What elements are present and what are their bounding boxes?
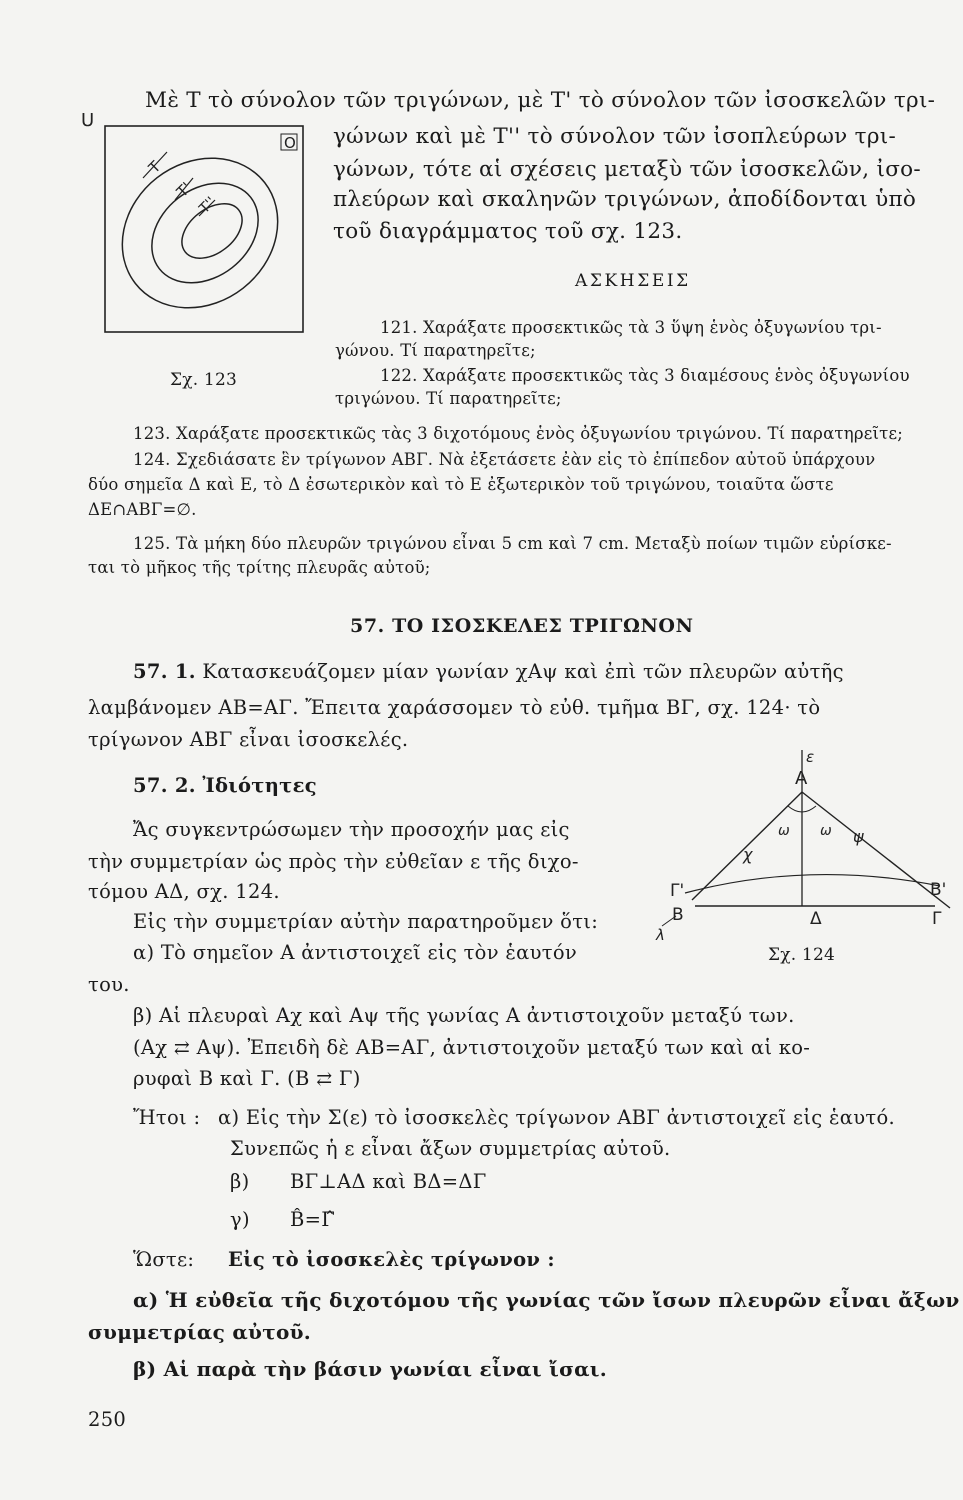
conclusion-line-3: β) Αἱ παρὰ τὴν βάσιν γωνίαι εἶναι ἴσαι. — [133, 1357, 608, 1381]
exercise-124-line-3: ΔΕ∩ΑΒΓ=∅. — [88, 500, 197, 519]
exercise-122-line-1: 122. Χαράξατε προσεκτικῶς τὰς 3 διαμέσους ἑνὸς ὀξυγωνίου — [380, 366, 910, 385]
p572-title: Ἰδιότητες — [202, 774, 317, 797]
venn-set-t-prime — [132, 163, 278, 304]
venn-label-o: O — [284, 134, 296, 152]
p572-line-11: Συνεπῶς ἡ ε εἶναι ἄξων συμμετρίας αὐτοῦ. — [230, 1137, 671, 1160]
label-a: Α — [795, 768, 808, 789]
conclusion-line-2: συμμετρίας αὐτοῦ. — [88, 1320, 312, 1344]
page-number: 250 — [88, 1408, 127, 1431]
exercise-124-line-2: δύο σημεῖα Δ καὶ Ε, τὸ Δ ἐσωτερικὸν καὶ τὸ Ε ἐξωτερικὸν τοῦ τριγώνου, τοιαῦτα ὥστε — [88, 475, 834, 494]
p572-number: 57. 2. — [133, 774, 196, 797]
exercise-124-line-1: 124. Σχεδιάσατε ἓν τρίγωνον ΑΒΓ. Νὰ ἐξετάσετε ἐὰν εἰς τὸ ἐπίπεδον αὐτοῦ ὑπάρχουν — [133, 450, 876, 469]
label-chi: χ — [743, 845, 753, 864]
p572-line-3: τόμου ΑΔ, σχ. 124. — [88, 880, 280, 903]
p571-line-1 — [133, 660, 844, 683]
p572-line-10b: α) Εἰς τὴν Σ(ε) τὸ ἰσοσκελὲς τρίγωνον ΑΒΓ ἀντιστοιχεῖ εἰς ἑαυτό. — [218, 1106, 895, 1129]
intro-line-3: γώνων, τότε αἱ σχέσεις μεταξὺ τῶν ἰσοσκελῶν, ἰσο- — [333, 157, 921, 182]
venn-set-t — [92, 127, 307, 338]
label-omega-right: ω — [820, 823, 832, 839]
p572-line-9a: ρυφαὶ Β καὶ Γ. (Β — [133, 1067, 310, 1090]
figure-124-caption: Σχ. 124 — [768, 945, 835, 965]
p572-line-12a: β) — [230, 1170, 250, 1193]
ray-a-psi — [802, 792, 950, 908]
intro-line-4: πλεύρων καὶ σκαληνῶν τριγώνων, ἀποδίδονται ὑπὸ — [333, 187, 917, 212]
label-b-prime: Β' — [930, 880, 947, 900]
p572-line-13b: B̂=Γ̂ — [290, 1208, 336, 1231]
exercise-121-line-1: 121. Χαράξατε προσεκτικῶς τὰ 3 ὕψη ἑνὸς ὀξυγωνίου τρι- — [380, 318, 882, 337]
p572-line-8a: (Αχ — [133, 1036, 168, 1059]
isosceles-triangle-figure-124 — [640, 740, 963, 975]
p571-line-3: τρίγωνον ΑΒΓ εἶναι ἰσοσκελές. — [88, 728, 409, 751]
intro-line-5: τοῦ διαγράμματος τοῦ σχ. 123. — [333, 219, 683, 244]
reversible-arrows-icon: ⇄ — [316, 1068, 333, 1090]
venn-universe-rect — [105, 126, 303, 332]
exercise-125-line-1: 125. Τὰ μήκη δύο πλευρῶν τριγώνου εἶναι 5 cm καὶ 7 cm. Μεταξὺ ποίων τιμῶν εὑρίσκε- — [133, 534, 892, 553]
venn-label-t-double-prime: T'' — [196, 194, 220, 217]
p572-line-7: β) Αἱ πλευραὶ Αχ καὶ Αψ τῆς γωνίας Α ἀντιστοιχοῦν μεταξύ των. — [133, 1004, 795, 1027]
venn-label-t-prime: T' — [173, 178, 196, 201]
p572-line-8b: Αψ). Ἐπειδὴ δὲ ΑΒ=ΑΓ, ἀντιστοιχοῦν μεταξύ των καὶ αἱ κο- — [196, 1036, 811, 1059]
exercise-123: 123. Χαράξατε προσεκτικῶς τὰς 3 διχοτόμους ἑνὸς ὀξυγωνίου τριγώνου. Τί παρατηρεῖτε; — [133, 424, 903, 443]
p572-line-8 — [133, 1036, 810, 1059]
p572-line-9b: Γ) — [338, 1067, 361, 1090]
exercises-title: ΑΣΚΗΣΕΙΣ — [575, 271, 691, 291]
exercise-125-line-2: ται τὸ μῆκος τῆς τρίτης πλευρᾶς αὐτοῦ; — [88, 558, 431, 577]
arc-bg — [685, 875, 940, 893]
p571-text-1: Κατασκευάζομεν μίαν γωνίαν χΑψ καὶ ἐπὶ τῶν πλευρῶν αὐτῆς — [202, 660, 844, 683]
label-psi: ψ — [853, 827, 864, 846]
reversible-arrows-icon: ⇄ — [173, 1037, 191, 1059]
p571-number: 57. 1. — [133, 660, 196, 683]
exercise-122-line-2: τριγώνου. Τί παρατηρεῖτε; — [335, 389, 562, 408]
label-lambda: λ — [656, 926, 665, 944]
venn-diagram-figure-123 — [75, 108, 315, 338]
exercise-121-line-2: γώνου. Τί παρατηρεῖτε; — [335, 341, 536, 360]
p572-line-1: Ἄς συγκεντρώσωμεν τὴν προσοχήν μας εἰς — [133, 818, 570, 841]
venn-label-u: U — [81, 110, 95, 131]
p572-heading — [133, 774, 317, 797]
section-title: 57. ΤΟ ΙΣΟΣΚΕΛΕΣ ΤΡΙΓΩΝΟΝ — [350, 615, 694, 637]
p572-line-2: τὴν συμμετρίαν ὡς πρὸς τὴν εὐθεῖαν ε τῆς διχο- — [88, 850, 579, 873]
p572-line-14b: Εἰς τὸ ἰσοσκελὲς τρίγωνον : — [228, 1248, 555, 1271]
p572-line-4: Εἰς τὴν συμμετρίαν αὐτὴν παρατηροῦμεν ὅτι: — [133, 910, 599, 933]
label-d: Δ — [810, 909, 822, 929]
venn-label-t: T — [145, 157, 165, 177]
p572-line-6: του. — [88, 973, 130, 996]
p572-line-5: α) Τὸ σημεῖον Α ἀντιστοιχεῖ εἰς τὸν ἑαυτόν — [133, 941, 578, 964]
label-g-prime: Γ' — [670, 881, 685, 901]
p572-line-14a: Ὥστε: — [133, 1248, 195, 1271]
p571-line-2: λαμβάνομεν ΑΒ=ΑΓ. Ἔπειτα χαράσσομεν τὸ εὐθ. τμῆμα ΒΓ, σχ. 124· τὸ — [88, 696, 821, 719]
intro-line-1: Μὲ Τ τὸ σύνολον τῶν τριγώνων, μὲ Τ' τὸ σύνολον τῶν ἰσοσκελῶν τρι- — [145, 88, 936, 113]
label-b: Β — [672, 905, 684, 925]
intro-line-2: γώνων καὶ μὲ Τ'' τὸ σύνολον τῶν ἰσοπλεύρων τρι- — [333, 124, 897, 149]
p572-line-13a: γ) — [230, 1208, 250, 1231]
conclusion-line-1: α) Ἡ εὐθεῖα τῆς διχοτόμου τῆς γωνίας τῶν ἴσων πλευρῶν εἶναι ἄξων — [133, 1288, 960, 1312]
label-omega-left: ω — [778, 823, 790, 839]
p572-line-10a: Ἤτοι : — [133, 1106, 201, 1129]
label-e: ε — [806, 748, 815, 766]
label-g: Γ — [932, 909, 942, 929]
p572-line-9 — [133, 1067, 361, 1090]
p572-line-12b: ΒΓ⊥ΑΔ καὶ ΒΔ=ΔΓ — [290, 1170, 487, 1193]
figure-123-caption: Σχ. 123 — [170, 370, 237, 390]
